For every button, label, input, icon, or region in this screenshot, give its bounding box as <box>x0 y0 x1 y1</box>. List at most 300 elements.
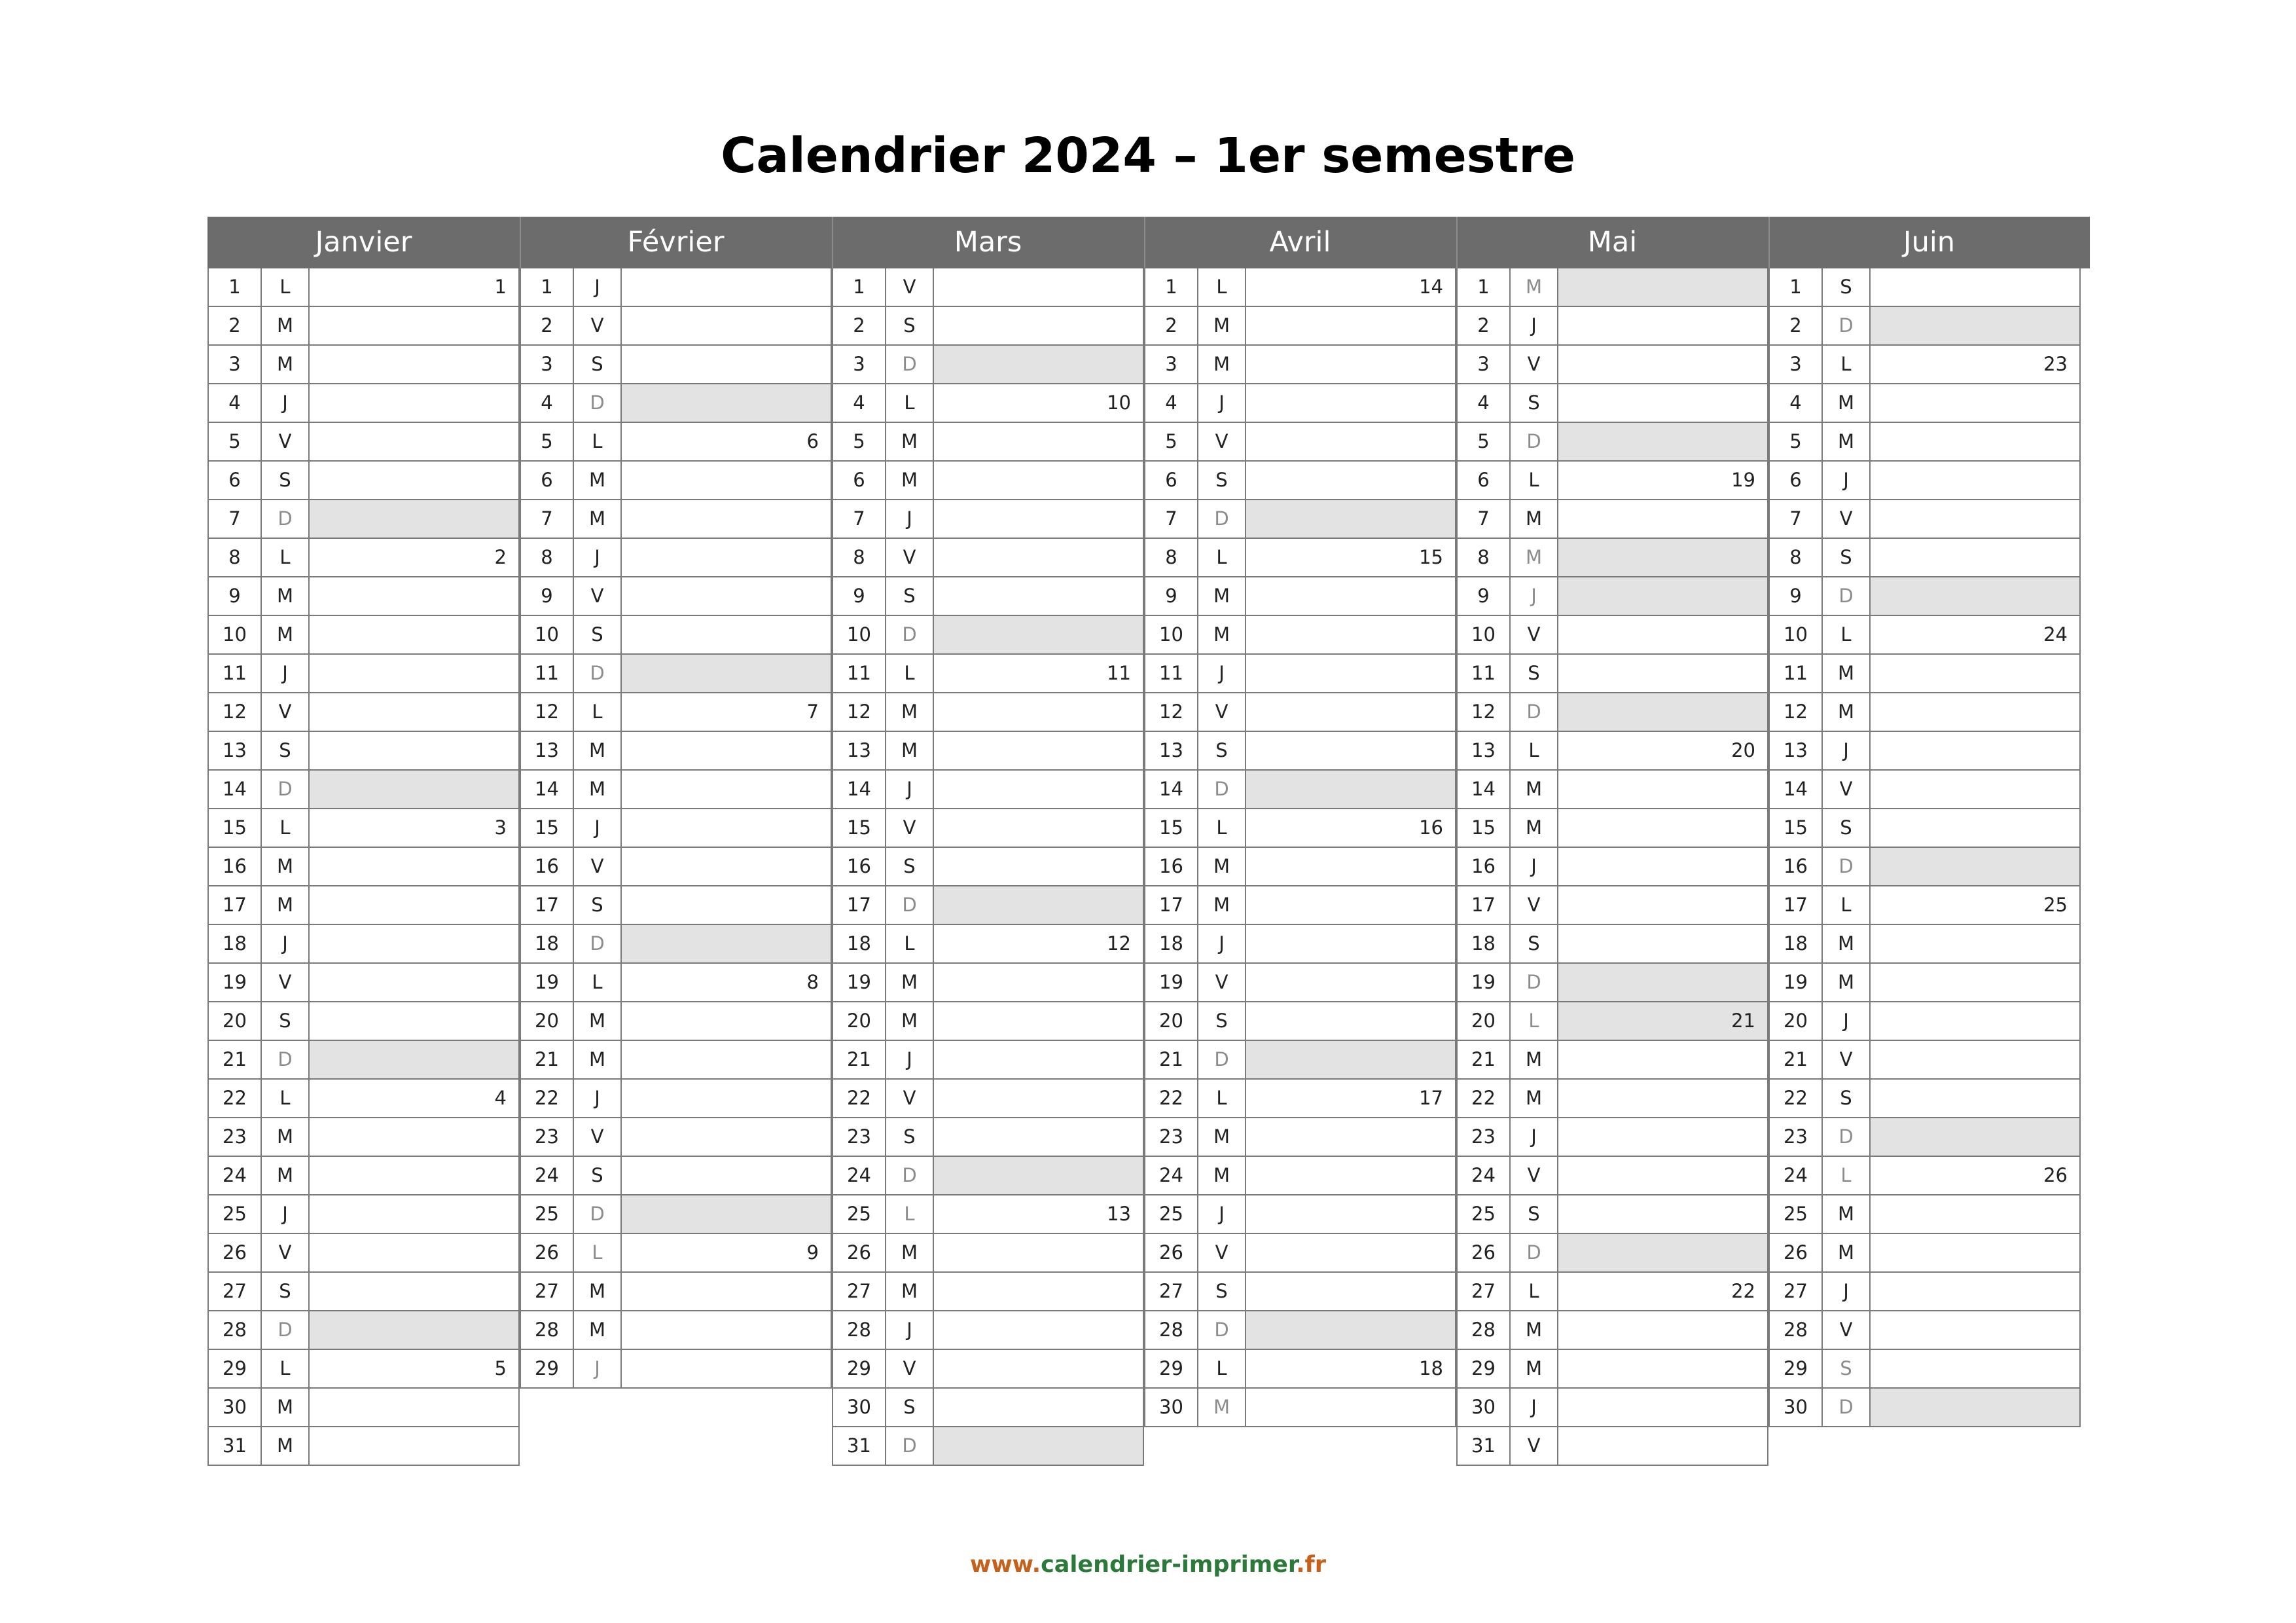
week-number-cell <box>1871 1389 2079 1426</box>
week-number-cell <box>622 346 831 383</box>
day-row <box>207 732 520 771</box>
week-number-cell <box>1558 693 1767 731</box>
day-number: 10 <box>833 616 886 653</box>
weekday-letter: L <box>1198 539 1246 576</box>
weekday-letter: S <box>1198 732 1246 769</box>
week-number-cell: 20 <box>1731 739 1755 761</box>
day-number: 5 <box>1458 423 1511 460</box>
day-number: 8 <box>209 539 262 576</box>
week-number-cell <box>310 577 518 615</box>
day-number: 11 <box>209 655 262 692</box>
weekday-letter: D <box>1511 964 1558 1001</box>
week-number-cell: 18 <box>1419 1357 1443 1379</box>
day-row <box>1456 925 1768 964</box>
day-number: 17 <box>1770 886 1823 924</box>
weekday-letter: L <box>574 693 622 731</box>
day-row <box>1456 346 1768 384</box>
week-number-cell <box>622 809 831 847</box>
week-number-cell <box>1246 1273 1455 1310</box>
weekday-letter: M <box>1823 423 1871 460</box>
weekday-letter: D <box>1198 1311 1246 1349</box>
weekday-letter: V <box>262 693 310 731</box>
day-number: 14 <box>209 771 262 808</box>
footer-part-www: www. <box>970 1552 1041 1578</box>
weekday-letter: L <box>262 1350 310 1387</box>
week-number-cell <box>934 346 1143 383</box>
day-row <box>520 848 832 886</box>
day-number: 20 <box>209 1002 262 1040</box>
week-number-cell <box>1558 1427 1767 1465</box>
weekday-letter: J <box>886 500 934 538</box>
day-number: 11 <box>1770 655 1823 692</box>
week-number-cell <box>1246 1389 1455 1426</box>
day-number: 15 <box>833 809 886 847</box>
day-row <box>1768 1350 2081 1389</box>
day-row <box>1456 1195 1768 1234</box>
day-number: 26 <box>521 1234 574 1271</box>
weekday-letter: L <box>886 1195 934 1233</box>
week-number-cell <box>934 1234 1143 1271</box>
day-number: 8 <box>833 539 886 576</box>
day-number: 14 <box>833 771 886 808</box>
day-row <box>207 1080 520 1118</box>
day-row <box>207 1273 520 1311</box>
weekday-letter: V <box>1823 771 1871 808</box>
week-number-cell <box>622 1041 831 1078</box>
day-number: 4 <box>833 384 886 422</box>
week-number-cell <box>1558 1080 1767 1117</box>
day-number: 11 <box>833 655 886 692</box>
weekday-letter: M <box>262 1427 310 1465</box>
weekday-letter: M <box>1511 1041 1558 1078</box>
weekday-letter: V <box>1511 346 1558 383</box>
month-name: Avril <box>1269 226 1331 259</box>
day-number: 14 <box>1145 771 1198 808</box>
weekday-letter: J <box>1198 384 1246 422</box>
day-row <box>207 809 520 848</box>
weekday-letter: M <box>1823 964 1871 1001</box>
day-number: 4 <box>1770 384 1823 422</box>
footer-website[interactable] <box>0 1545 2296 1584</box>
day-row <box>832 384 1144 423</box>
day-row <box>520 1234 832 1273</box>
day-row <box>1456 1389 1768 1427</box>
day-number: 1 <box>1145 268 1198 306</box>
day-number: 23 <box>1145 1118 1198 1156</box>
weekday-letter: D <box>574 1195 622 1233</box>
month-name: Juin <box>1903 226 1956 259</box>
day-number: 13 <box>1145 732 1198 769</box>
day-number: 16 <box>1770 848 1823 885</box>
week-number-cell <box>1871 1311 2079 1349</box>
day-number: 22 <box>521 1080 574 1117</box>
day-row <box>1144 1389 1456 1427</box>
day-number: 21 <box>1458 1041 1511 1078</box>
day-row <box>1456 1311 1768 1350</box>
weekday-letter: S <box>574 1157 622 1194</box>
week-number-cell <box>310 848 518 885</box>
day-number: 12 <box>521 693 574 731</box>
week-number-cell: 2 <box>494 546 507 568</box>
weekday-letter: M <box>574 500 622 538</box>
day-number: 13 <box>833 732 886 769</box>
week-number-cell <box>310 500 518 538</box>
week-number-cell <box>1871 655 2079 692</box>
week-number-cell <box>1246 655 1455 692</box>
day-number: 19 <box>209 964 262 1001</box>
month-name: Mars <box>954 226 1022 259</box>
day-number: 2 <box>521 307 574 344</box>
day-number: 8 <box>521 539 574 576</box>
week-number-cell <box>622 771 831 808</box>
day-row <box>207 462 520 500</box>
day-row <box>832 886 1144 925</box>
day-row <box>520 1157 832 1195</box>
day-row <box>520 616 832 655</box>
week-number-cell: 23 <box>2043 353 2068 375</box>
week-number-cell <box>1246 693 1455 731</box>
week-number-cell <box>1246 577 1455 615</box>
week-number-cell <box>1558 964 1767 1001</box>
weekday-letter: M <box>574 732 622 769</box>
day-row <box>1144 1311 1456 1350</box>
week-number-cell <box>1871 1080 2079 1117</box>
week-number-cell <box>1246 771 1455 808</box>
weekday-letter: D <box>886 1427 934 1465</box>
day-number: 4 <box>1145 384 1198 422</box>
day-number: 17 <box>833 886 886 924</box>
week-number-cell <box>1246 1234 1455 1271</box>
day-row <box>1144 964 1456 1002</box>
weekday-letter: M <box>886 462 934 499</box>
weekday-letter: S <box>1511 925 1558 962</box>
week-number-cell <box>622 655 831 692</box>
day-row <box>1768 809 2081 848</box>
week-number-cell <box>622 384 831 422</box>
weekday-letter: S <box>886 1118 934 1156</box>
weekday-letter: V <box>574 848 622 885</box>
weekday-letter: D <box>262 1041 310 1078</box>
weekday-letter: D <box>1823 577 1871 615</box>
week-number-cell <box>622 1350 831 1387</box>
day-row <box>520 462 832 500</box>
week-number-cell: 4 <box>494 1087 507 1109</box>
day-number: 27 <box>833 1273 886 1310</box>
day-row <box>1768 1389 2081 1427</box>
day-number: 27 <box>209 1273 262 1310</box>
day-number: 14 <box>1458 771 1511 808</box>
day-row <box>1144 1350 1456 1389</box>
week-number-cell <box>934 771 1143 808</box>
week-number-cell <box>934 1389 1143 1426</box>
week-number-cell <box>1871 732 2079 769</box>
weekday-letter: M <box>1198 848 1246 885</box>
day-row <box>207 268 520 307</box>
week-number-cell <box>1246 384 1455 422</box>
weekday-letter: J <box>1198 925 1246 962</box>
week-number-cell <box>1246 346 1455 383</box>
weekday-letter: M <box>262 307 310 344</box>
weekday-letter: D <box>1198 1041 1246 1078</box>
weekday-letter: S <box>886 1389 934 1426</box>
day-row <box>1144 693 1456 732</box>
day-number: 3 <box>521 346 574 383</box>
week-number-cell <box>934 848 1143 885</box>
day-row <box>520 1311 832 1350</box>
weekday-letter: L <box>1511 1002 1558 1040</box>
week-number-cell <box>1871 1234 2079 1271</box>
week-number-cell <box>1558 655 1767 692</box>
day-number: 20 <box>1145 1002 1198 1040</box>
weekday-letter: J <box>262 655 310 692</box>
day-number: 28 <box>1770 1311 1823 1349</box>
weekday-letter: L <box>1198 1350 1246 1387</box>
day-row <box>207 346 520 384</box>
day-number: 7 <box>833 500 886 538</box>
weekday-letter: M <box>1198 886 1246 924</box>
weekday-letter: V <box>1198 1234 1246 1271</box>
week-number-cell <box>934 1157 1143 1194</box>
day-number: 30 <box>209 1389 262 1426</box>
day-row <box>207 693 520 732</box>
weekday-letter: S <box>1823 809 1871 847</box>
day-number: 16 <box>521 848 574 885</box>
weekday-letter: M <box>886 964 934 1001</box>
day-row <box>1456 771 1768 809</box>
week-number-cell <box>1871 539 2079 576</box>
day-number: 30 <box>1145 1389 1198 1426</box>
day-row <box>832 539 1144 577</box>
weekday-letter: M <box>1823 693 1871 731</box>
weekday-letter: M <box>1511 500 1558 538</box>
week-number-cell <box>310 771 518 808</box>
weekday-letter: V <box>1511 886 1558 924</box>
day-row <box>832 1311 1144 1350</box>
day-number: 21 <box>833 1041 886 1078</box>
day-row <box>1144 346 1456 384</box>
day-number: 18 <box>1770 925 1823 962</box>
week-number-cell <box>310 1157 518 1194</box>
day-row <box>207 1195 520 1234</box>
weekday-letter: V <box>1511 1427 1558 1465</box>
day-row <box>1456 693 1768 732</box>
day-row <box>520 1195 832 1234</box>
day-row <box>832 925 1144 964</box>
week-number-cell <box>1558 1311 1767 1349</box>
day-row <box>1456 809 1768 848</box>
weekday-letter: V <box>574 577 622 615</box>
week-number-cell <box>622 462 831 499</box>
day-row <box>207 1002 520 1041</box>
weekday-letter: D <box>574 384 622 422</box>
week-number-cell <box>310 384 518 422</box>
day-number: 1 <box>1458 268 1511 306</box>
day-number: 26 <box>1145 1234 1198 1271</box>
day-row <box>1144 1234 1456 1273</box>
day-number: 19 <box>1458 964 1511 1001</box>
day-number: 10 <box>209 616 262 653</box>
day-row <box>520 886 832 925</box>
day-number: 17 <box>1145 886 1198 924</box>
day-number: 21 <box>209 1041 262 1078</box>
weekday-letter: V <box>1198 964 1246 1001</box>
week-number-cell <box>310 1234 518 1271</box>
week-number-cell <box>622 616 831 653</box>
week-number-cell <box>1558 1118 1767 1156</box>
weekday-letter: L <box>1511 1273 1558 1310</box>
weekday-letter: M <box>886 423 934 460</box>
day-number: 27 <box>1770 1273 1823 1310</box>
day-row <box>1768 964 2081 1002</box>
week-number-cell <box>934 693 1143 731</box>
day-row <box>520 1350 832 1389</box>
day-row <box>1456 616 1768 655</box>
day-row <box>1456 1118 1768 1157</box>
day-number: 24 <box>209 1157 262 1194</box>
day-number: 6 <box>833 462 886 499</box>
week-number-cell <box>934 1273 1143 1310</box>
weekday-letter: S <box>1511 655 1558 692</box>
day-number: 3 <box>1458 346 1511 383</box>
day-number: 30 <box>1770 1389 1823 1426</box>
day-number: 13 <box>1770 732 1823 769</box>
day-number: 18 <box>833 925 886 962</box>
day-number: 24 <box>1145 1157 1198 1194</box>
weekday-letter: S <box>1198 462 1246 499</box>
day-number: 5 <box>833 423 886 460</box>
day-row <box>1456 1350 1768 1389</box>
day-row <box>1144 462 1456 500</box>
weekday-letter: L <box>574 964 622 1001</box>
day-row <box>207 964 520 1002</box>
day-row <box>1768 423 2081 462</box>
day-row <box>520 577 832 616</box>
weekday-letter: D <box>886 346 934 383</box>
weekday-letter: M <box>1511 539 1558 576</box>
day-number: 1 <box>209 268 262 306</box>
day-number: 2 <box>1770 307 1823 344</box>
day-row <box>1768 307 2081 346</box>
day-number: 24 <box>521 1157 574 1194</box>
weekday-letter: S <box>886 848 934 885</box>
day-row <box>1768 655 2081 693</box>
weekday-letter: M <box>1823 384 1871 422</box>
weekday-letter: S <box>262 1002 310 1040</box>
week-number-cell <box>622 1002 831 1040</box>
weekday-letter: D <box>1823 1118 1871 1156</box>
weekday-letter: M <box>1511 1080 1558 1117</box>
weekday-letter: V <box>1511 1157 1558 1194</box>
day-number: 8 <box>1145 539 1198 576</box>
weekday-letter: L <box>1823 346 1871 383</box>
day-row <box>1144 886 1456 925</box>
weekday-letter: V <box>886 1080 934 1117</box>
weekday-letter: D <box>262 1311 310 1349</box>
day-number: 20 <box>521 1002 574 1040</box>
week-number-cell: 5 <box>494 1357 507 1379</box>
weekday-letter: J <box>574 268 622 306</box>
weekday-letter: S <box>1823 1080 1871 1117</box>
weekday-letter: D <box>1823 307 1871 344</box>
day-number: 26 <box>833 1234 886 1271</box>
day-row <box>207 1118 520 1157</box>
day-number: 10 <box>1458 616 1511 653</box>
day-number: 25 <box>1770 1195 1823 1233</box>
day-number: 28 <box>1145 1311 1198 1349</box>
week-number-cell <box>310 964 518 1001</box>
weekday-letter: V <box>886 1350 934 1387</box>
day-number: 31 <box>1458 1427 1511 1465</box>
week-number-cell: 13 <box>1107 1203 1131 1225</box>
week-number-cell: 22 <box>1731 1280 1755 1302</box>
week-number-cell <box>310 307 518 344</box>
day-number: 6 <box>1770 462 1823 499</box>
day-row <box>1768 693 2081 732</box>
weekday-letter: J <box>574 809 622 847</box>
day-row <box>1456 307 1768 346</box>
day-number: 29 <box>833 1350 886 1387</box>
week-number-cell: 3 <box>494 816 507 839</box>
day-number: 12 <box>833 693 886 731</box>
day-row <box>832 655 1144 693</box>
day-number: 18 <box>1145 925 1198 962</box>
week-number-cell: 26 <box>2043 1164 2068 1186</box>
weekday-letter: D <box>886 1157 934 1194</box>
day-row <box>207 1350 520 1389</box>
week-number-cell <box>310 1041 518 1078</box>
week-number-cell <box>1558 1350 1767 1387</box>
week-number-cell: 17 <box>1419 1087 1443 1109</box>
weekday-letter: M <box>1511 268 1558 306</box>
day-row <box>1768 1273 2081 1311</box>
day-row <box>1144 1195 1456 1234</box>
day-number: 11 <box>521 655 574 692</box>
day-row <box>520 500 832 539</box>
day-row <box>1768 1080 2081 1118</box>
week-number-cell <box>622 1311 831 1349</box>
week-number-cell <box>1246 1311 1455 1349</box>
week-number-cell <box>310 1389 518 1426</box>
week-number-cell <box>1871 1273 2079 1310</box>
day-row <box>207 655 520 693</box>
day-row <box>832 1195 1144 1234</box>
weekday-letter: L <box>886 655 934 692</box>
weekday-letter: M <box>1198 346 1246 383</box>
weekday-letter: L <box>1511 732 1558 769</box>
day-row <box>832 1427 1144 1466</box>
day-number: 23 <box>1770 1118 1823 1156</box>
weekday-letter: J <box>886 1041 934 1078</box>
weekday-letter: V <box>262 964 310 1001</box>
weekday-letter: L <box>262 1080 310 1117</box>
weekday-letter: S <box>574 886 622 924</box>
day-number: 8 <box>1458 539 1511 576</box>
weekday-letter: J <box>1511 1118 1558 1156</box>
day-row <box>1144 1157 1456 1195</box>
day-row <box>832 809 1144 848</box>
week-number-cell: 14 <box>1419 276 1443 298</box>
weekday-letter: M <box>574 771 622 808</box>
day-row <box>1768 771 2081 809</box>
week-number-cell <box>310 655 518 692</box>
day-row <box>1768 500 2081 539</box>
day-number: 14 <box>1770 771 1823 808</box>
day-row <box>520 925 832 964</box>
weekday-letter: M <box>886 1002 934 1040</box>
week-number-cell <box>310 1311 518 1349</box>
day-row <box>832 732 1144 771</box>
week-number-cell <box>310 693 518 731</box>
